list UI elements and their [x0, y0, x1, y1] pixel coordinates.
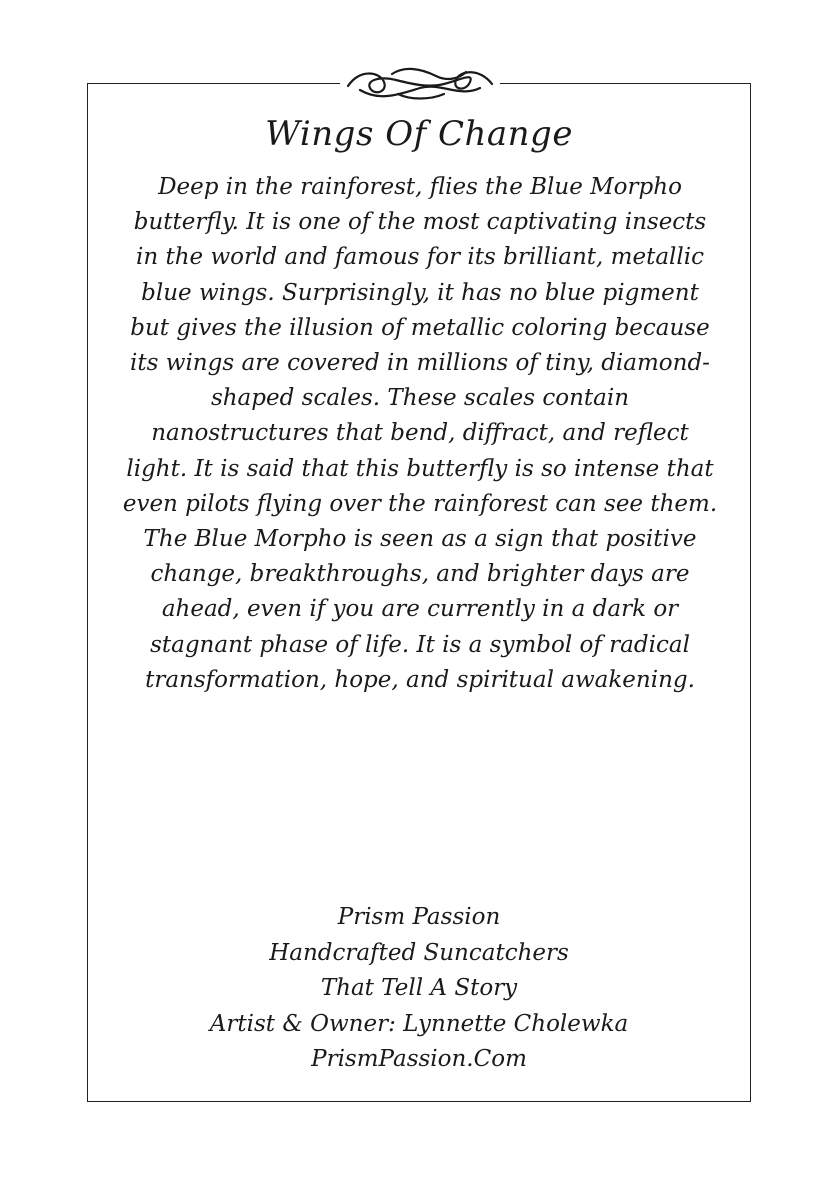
story-body [120, 170, 720, 698]
website-text: PrismPassion.Com [311, 1046, 527, 1072]
business-name: Prism Passion [337, 904, 501, 930]
flourish-ornament-icon [340, 58, 500, 108]
story-paragraph: The Blue Morpho is seen as a sign that positive change, breakthroughs, and brighter days are ahead, even if you are currently in a dark or stagnant phase of life. It is a symbol of radical transformation, hope, and spiritual awakening. [143, 526, 697, 693]
story-paragraph: Deep in the rainforest, flies the Blue Morpho butterfly. It is one of the most captivating insects in the world and famous for its brilliant, metallic blue wings. Surprisingly, it has no blue pigment but gives the illusion of metallic coloring because its wings are covered in millions of tiny, diamond-shaped scales. These scales contain nanostructures that bend, diffract, and reflect light. It is said that this butterfly is so intense that even pilots flying over the rainforest can see them. [122, 174, 718, 517]
artist-owner: Artist & Owner: Lynnette Cholewka [209, 1010, 629, 1037]
credits-block [87, 900, 751, 1078]
tagline-line-1: Handcrafted Suncatchers [269, 939, 569, 966]
page-title: Wings Of Change [265, 114, 573, 154]
tagline-line-2: That Tell A Story [320, 975, 518, 1001]
